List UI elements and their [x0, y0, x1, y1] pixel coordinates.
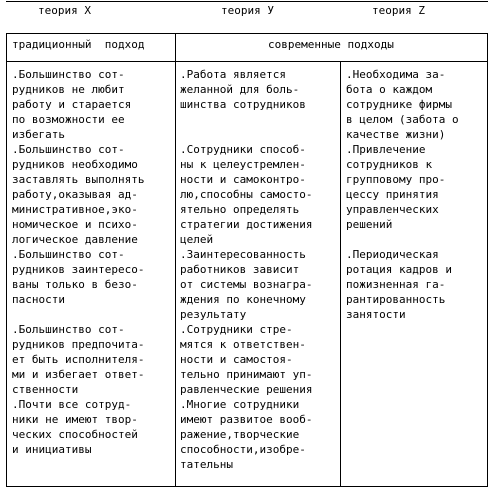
header-theory-y: теория У	[221, 4, 274, 17]
y-cell-3: .Заинтересованность работников зависит от системы вознагра- ждения по конечному результату	[180, 248, 313, 321]
rule-left	[6, 34, 7, 486]
rule-bottom	[6, 486, 488, 487]
header-theory-z: теория Z	[372, 4, 425, 17]
rule-col1-header	[175, 34, 176, 62]
x-cell-5: .Почти все сотруд- ники не имеют твор- ческих способностей и инициативы	[12, 398, 138, 456]
header-theory-x: теория X	[38, 4, 91, 17]
x-cell-1: .Большинство сот- рудников не любит работу и старается по возможности ее избегать	[12, 68, 132, 141]
y-cell-4: .Сотрудники стре- мятся к ответствен- ности и самостоя- тельно принимают уп- равленческие решения	[180, 323, 313, 396]
rule-header-bottom	[6, 33, 488, 34]
x-cell-3: .Большинство сот- рудников заинтересо- ваны только в безо- пасности	[12, 248, 145, 306]
rule-col2	[340, 62, 341, 486]
rule-subheader-bottom	[6, 61, 488, 62]
subheader-traditional: традиционный подход	[12, 38, 145, 51]
y-cell-5: .Многие сотрудники имеют развитое вооб- ражение,творческие способности,изобре- тательны	[180, 398, 313, 471]
x-cell-2: .Большинство сот- рудников необходимо заставлять выполнять работу,оказывая ад- министративное,эко- номическое и психо- логическое давление	[12, 143, 145, 246]
z-cell-1: .Необходима за- бота о каждом сотруднике фирмы в целом (забота о качестве жизни)	[346, 68, 459, 141]
subheader-modern: современные подходы	[268, 38, 394, 51]
z-cell-3: .Периодическая ротация кадров и пожизненная га- рантированность занятости	[346, 248, 452, 321]
x-cell-4: .Большинство сот- рудников предпочита- ет быть исполнителя- ми и избегает ответ- ственности	[12, 323, 145, 396]
rule-col1	[175, 62, 176, 486]
y-cell-1: .Работа является желанной для боль- шинства сотрудников	[180, 68, 306, 111]
y-cell-2: .Сотрудники способ- ны к целеустремлен- ности и самоконтро- лю,способны самосто- ятельно определять стратегии достижения целей	[180, 143, 313, 246]
z-cell-2: .Привлечение сотрудников к групповому про- цессу принятия управленческих решений	[346, 143, 446, 231]
rule-top	[6, 1, 488, 2]
rule-right	[487, 34, 488, 486]
